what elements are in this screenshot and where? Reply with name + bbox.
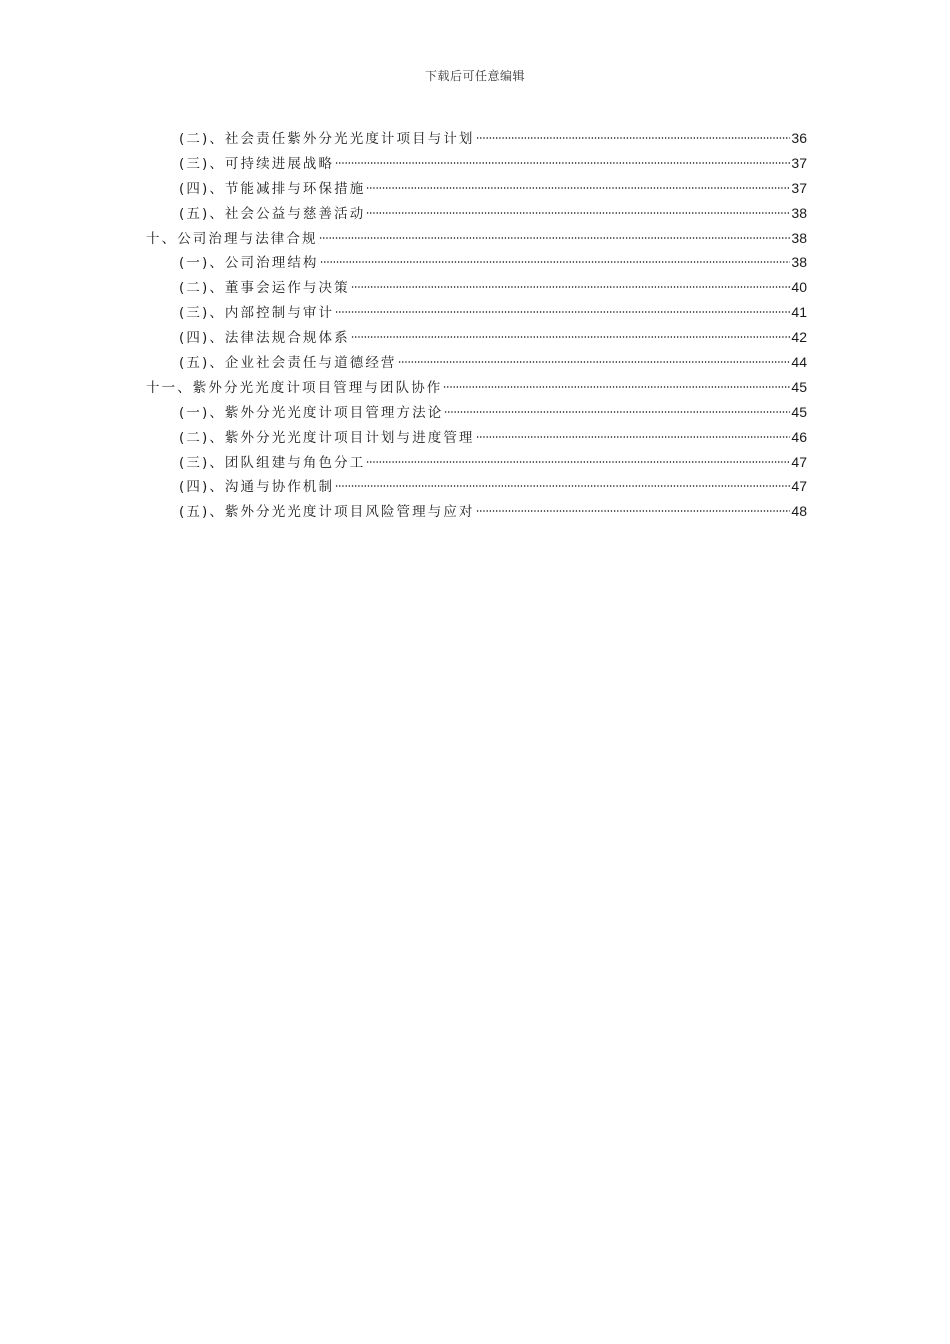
toc-dot-leader — [444, 411, 790, 413]
toc-dot-leader — [335, 162, 790, 164]
toc-page-number: 46 — [791, 428, 807, 445]
toc-entry-title: (二)、紫外分光光度计项目计划与进度管理 — [179, 429, 475, 446]
toc-dot-leader — [351, 336, 791, 338]
toc-page-number: 38 — [791, 229, 807, 246]
toc-dot-leader — [351, 286, 791, 288]
toc-page-number: 45 — [791, 378, 807, 395]
toc-entry-title: (二)、社会责任紫外分光光度计项目与计划 — [179, 131, 475, 147]
toc-dot-leader — [366, 212, 790, 214]
toc-entry-title: (四)、节能减排与环保措施 — [179, 180, 366, 197]
toc-entry[interactable] — [146, 126, 807, 151]
toc-entry-title: (五)、社会公益与慈善活动 — [179, 205, 366, 222]
toc-entry-title: 十、公司治理与法律合规 — [146, 230, 318, 247]
toc-entry[interactable] — [146, 300, 807, 325]
toc-entry[interactable] — [146, 151, 807, 176]
toc-entry[interactable] — [146, 325, 807, 350]
toc-dot-leader — [335, 485, 790, 487]
toc-dot-leader — [319, 237, 791, 239]
toc-chapter-entry[interactable] — [146, 226, 807, 251]
toc-entry[interactable] — [146, 176, 807, 201]
toc-entry[interactable] — [146, 350, 807, 375]
toc-entry[interactable] — [146, 201, 807, 226]
toc-page-number: 38 — [791, 254, 807, 271]
toc-page-number: 38 — [791, 204, 807, 221]
toc-dot-leader — [476, 436, 791, 438]
toc-page-number: 42 — [791, 329, 807, 346]
toc-entry[interactable] — [146, 250, 807, 275]
toc-entry-title: 十一、紫外分光光度计项目管理与团队协作 — [146, 379, 443, 396]
toc-dot-leader — [443, 386, 790, 388]
toc-entry-title: (五)、企业社会责任与道德经营 — [179, 355, 397, 372]
toc-entry-title: (三)、团队组建与角色分工 — [179, 454, 366, 471]
toc-dot-leader — [476, 137, 791, 139]
toc-entry-title: (一)、公司治理结构 — [179, 255, 319, 272]
toc-page-number: 47 — [791, 478, 807, 495]
toc-entry[interactable] — [146, 474, 807, 499]
toc-entry-title: (一)、紫外分光光度计项目管理方法论 — [179, 404, 444, 421]
table-of-contents — [146, 126, 807, 524]
toc-page-number: 36 — [791, 130, 807, 146]
toc-page-number: 37 — [791, 154, 807, 171]
toc-entry-title: (三)、可持续进展战略 — [179, 155, 335, 172]
toc-entry-title: (二)、董事会运作与决策 — [179, 280, 350, 297]
toc-page-number: 41 — [791, 304, 807, 321]
toc-dot-leader — [320, 261, 791, 263]
toc-chapter-entry[interactable] — [146, 375, 807, 400]
toc-entry[interactable] — [146, 275, 807, 300]
toc-dot-leader — [366, 461, 790, 463]
toc-entry[interactable] — [146, 499, 807, 524]
toc-page-number: 47 — [791, 453, 807, 470]
toc-page-number: 44 — [791, 354, 807, 371]
page-header: 下载后可任意编辑 — [424, 69, 525, 83]
toc-entry[interactable] — [146, 400, 807, 425]
toc-dot-leader — [398, 361, 791, 363]
toc-dot-leader — [366, 187, 790, 189]
toc-dot-leader — [335, 311, 790, 313]
toc-entry-title: (五)、紫外分光光度计项目风险管理与应对 — [179, 504, 475, 521]
toc-entry-title: (三)、内部控制与审计 — [179, 305, 335, 322]
toc-entry[interactable] — [146, 425, 807, 450]
toc-page-number: 48 — [791, 503, 807, 520]
toc-entry[interactable] — [146, 450, 807, 475]
toc-dot-leader — [476, 510, 791, 512]
toc-page-number: 37 — [791, 179, 807, 196]
toc-page-number: 45 — [791, 403, 807, 420]
toc-entry-title: (四)、法律法规合规体系 — [179, 330, 350, 347]
toc-page-number: 40 — [791, 279, 807, 296]
toc-entry-title: (四)、沟通与协作机制 — [179, 479, 335, 496]
